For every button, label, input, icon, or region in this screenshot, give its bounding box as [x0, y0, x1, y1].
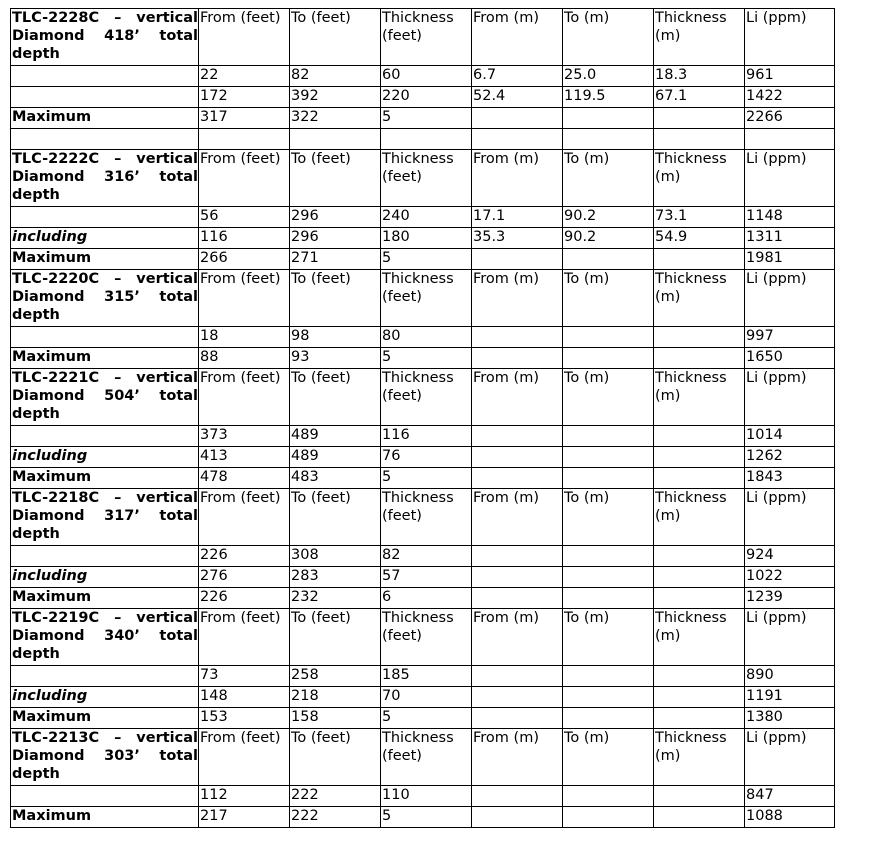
- column-header: Li (ppm): [745, 609, 835, 666]
- table-cell: 1088: [745, 807, 835, 828]
- table-cell: 5: [381, 108, 472, 129]
- table-cell: 93: [290, 348, 381, 369]
- table-cell: 1022: [745, 567, 835, 588]
- table-cell: [654, 249, 745, 270]
- table-cell: 5: [381, 249, 472, 270]
- table-cell: [654, 447, 745, 468]
- table-cell: [563, 426, 654, 447]
- table-cell: [472, 468, 563, 489]
- table-cell: 6: [381, 588, 472, 609]
- column-header: From (feet): [199, 729, 290, 786]
- table-cell: 5: [381, 708, 472, 729]
- column-header: Li (ppm): [745, 270, 835, 327]
- interval-label: including: [11, 447, 199, 468]
- table-cell: [563, 807, 654, 828]
- column-header: Thickness (feet): [381, 9, 472, 66]
- column-header: To (feet): [290, 270, 381, 327]
- table-cell: [472, 249, 563, 270]
- table-cell: 1981: [745, 249, 835, 270]
- column-header: To (feet): [290, 609, 381, 666]
- table-cell: [654, 426, 745, 447]
- table-cell: [654, 108, 745, 129]
- table-cell: 478: [199, 468, 290, 489]
- hole-title: TLC-2219C – vertical Diamond 340’ total depth: [11, 609, 199, 666]
- table-cell: 6.7: [472, 66, 563, 87]
- interval-label: including: [11, 687, 199, 708]
- column-header: To (m): [563, 729, 654, 786]
- table-cell: 54.9: [654, 228, 745, 249]
- table-cell: 76: [381, 447, 472, 468]
- column-header: To (feet): [290, 729, 381, 786]
- column-header: To (m): [563, 369, 654, 426]
- table-cell: 226: [199, 588, 290, 609]
- table-cell: 1239: [745, 588, 835, 609]
- table-cell: 5: [381, 348, 472, 369]
- column-header: To (feet): [290, 369, 381, 426]
- table-cell: 73: [199, 666, 290, 687]
- interval-row: [11, 687, 835, 708]
- table-cell: 258: [290, 666, 381, 687]
- table-cell: [381, 129, 472, 150]
- interval-row: [11, 588, 835, 609]
- table-cell: [563, 786, 654, 807]
- table-cell: 82: [290, 66, 381, 87]
- table-cell: 116: [381, 426, 472, 447]
- interval-row: [11, 207, 835, 228]
- table-cell: 98: [290, 327, 381, 348]
- column-header: Thickness (feet): [381, 609, 472, 666]
- column-header: Thickness (feet): [381, 369, 472, 426]
- table-cell: [472, 687, 563, 708]
- table-cell: 88: [199, 348, 290, 369]
- table-cell: 218: [290, 687, 381, 708]
- interval-row: [11, 129, 835, 150]
- hole-header-row: [11, 609, 835, 666]
- column-header: Thickness (m): [654, 489, 745, 546]
- column-header: To (m): [563, 9, 654, 66]
- table-cell: 392: [290, 87, 381, 108]
- hole-header-row: [11, 369, 835, 426]
- column-header: From (feet): [199, 270, 290, 327]
- interval-row: [11, 786, 835, 807]
- table-cell: 1262: [745, 447, 835, 468]
- table-cell: 1422: [745, 87, 835, 108]
- table-cell: 217: [199, 807, 290, 828]
- interval-label: including: [11, 567, 199, 588]
- column-header: Thickness (m): [654, 729, 745, 786]
- table-cell: 158: [290, 708, 381, 729]
- table-cell: [654, 567, 745, 588]
- table-cell: 172: [199, 87, 290, 108]
- column-header: From (feet): [199, 369, 290, 426]
- table-cell: [563, 108, 654, 129]
- table-cell: [563, 666, 654, 687]
- interval-label: [11, 426, 199, 447]
- table-cell: 18.3: [654, 66, 745, 87]
- table-cell: 924: [745, 546, 835, 567]
- table-cell: 2266: [745, 108, 835, 129]
- hole-header-row: [11, 9, 835, 66]
- table-cell: 57: [381, 567, 472, 588]
- column-header: From (m): [472, 369, 563, 426]
- hole-title: TLC-2213C – vertical Diamond 303’ total depth: [11, 729, 199, 786]
- interval-label: [11, 87, 199, 108]
- table-cell: 890: [745, 666, 835, 687]
- table-cell: 148: [199, 687, 290, 708]
- table-cell: [654, 546, 745, 567]
- table-cell: 240: [381, 207, 472, 228]
- interval-row: [11, 468, 835, 489]
- table-cell: 271: [290, 249, 381, 270]
- table-cell: 296: [290, 207, 381, 228]
- interval-label: [11, 207, 199, 228]
- column-header: Li (ppm): [745, 369, 835, 426]
- table-cell: [472, 567, 563, 588]
- table-cell: [472, 348, 563, 369]
- interval-row: [11, 447, 835, 468]
- table-cell: [563, 567, 654, 588]
- hole-header-row: [11, 270, 835, 327]
- table-cell: 119.5: [563, 87, 654, 108]
- interval-label: [11, 786, 199, 807]
- table-cell: [563, 447, 654, 468]
- table-cell: [563, 708, 654, 729]
- interval-label: Maximum: [11, 588, 199, 609]
- drill-results-body: [11, 9, 835, 828]
- table-cell: 82: [381, 546, 472, 567]
- table-cell: 1650: [745, 348, 835, 369]
- table-cell: 22: [199, 66, 290, 87]
- table-cell: 52.4: [472, 87, 563, 108]
- table-cell: 283: [290, 567, 381, 588]
- interval-label: [11, 327, 199, 348]
- interval-row: [11, 546, 835, 567]
- column-header: To (feet): [290, 489, 381, 546]
- table-cell: 18: [199, 327, 290, 348]
- table-cell: 276: [199, 567, 290, 588]
- table-cell: [654, 468, 745, 489]
- table-cell: 222: [290, 807, 381, 828]
- table-cell: [472, 807, 563, 828]
- table-cell: [563, 129, 654, 150]
- table-cell: [563, 468, 654, 489]
- table-cell: 373: [199, 426, 290, 447]
- table-cell: 90.2: [563, 207, 654, 228]
- table-cell: 222: [290, 786, 381, 807]
- table-cell: 847: [745, 786, 835, 807]
- interval-row: [11, 426, 835, 447]
- interval-row: [11, 807, 835, 828]
- interval-row: [11, 228, 835, 249]
- table-cell: 317: [199, 108, 290, 129]
- hole-header-row: [11, 489, 835, 546]
- interval-row: [11, 348, 835, 369]
- table-cell: [472, 708, 563, 729]
- column-header: From (feet): [199, 9, 290, 66]
- table-cell: 56: [199, 207, 290, 228]
- column-header: Thickness (m): [654, 9, 745, 66]
- table-cell: [472, 426, 563, 447]
- table-cell: 67.1: [654, 87, 745, 108]
- table-cell: 220: [381, 87, 472, 108]
- table-cell: [654, 129, 745, 150]
- table-cell: [654, 687, 745, 708]
- column-header: From (m): [472, 489, 563, 546]
- column-header: Li (ppm): [745, 729, 835, 786]
- column-header: Thickness (m): [654, 270, 745, 327]
- table-cell: 1843: [745, 468, 835, 489]
- column-header: To (m): [563, 609, 654, 666]
- interval-label: Maximum: [11, 108, 199, 129]
- column-header: Li (ppm): [745, 150, 835, 207]
- table-cell: 185: [381, 666, 472, 687]
- hole-title: TLC-2220C – vertical Diamond 315’ total depth: [11, 270, 199, 327]
- table-cell: 17.1: [472, 207, 563, 228]
- table-cell: 110: [381, 786, 472, 807]
- table-cell: [745, 129, 835, 150]
- table-cell: [472, 108, 563, 129]
- column-header: To (feet): [290, 9, 381, 66]
- table-cell: 5: [381, 807, 472, 828]
- interval-label: Maximum: [11, 807, 199, 828]
- interval-row: [11, 666, 835, 687]
- table-cell: 112: [199, 786, 290, 807]
- table-cell: [654, 666, 745, 687]
- column-header: From (m): [472, 9, 563, 66]
- table-cell: 180: [381, 228, 472, 249]
- table-cell: 489: [290, 447, 381, 468]
- column-header: Thickness (feet): [381, 150, 472, 207]
- column-header: From (m): [472, 609, 563, 666]
- table-cell: [290, 129, 381, 150]
- table-cell: 322: [290, 108, 381, 129]
- table-cell: [654, 807, 745, 828]
- table-cell: 1191: [745, 687, 835, 708]
- table-cell: [563, 546, 654, 567]
- table-cell: [199, 129, 290, 150]
- column-header: Thickness (feet): [381, 729, 472, 786]
- table-cell: 961: [745, 66, 835, 87]
- table-cell: [472, 588, 563, 609]
- interval-row: [11, 108, 835, 129]
- table-cell: [472, 666, 563, 687]
- table-cell: 153: [199, 708, 290, 729]
- hole-title: TLC-2222C – vertical Diamond 316’ total depth: [11, 150, 199, 207]
- table-cell: 483: [290, 468, 381, 489]
- interval-label: Maximum: [11, 708, 199, 729]
- interval-row: [11, 66, 835, 87]
- table-cell: [472, 546, 563, 567]
- table-cell: 413: [199, 447, 290, 468]
- interval-label: [11, 666, 199, 687]
- column-header: To (m): [563, 150, 654, 207]
- hole-header-row: [11, 150, 835, 207]
- column-header: From (feet): [199, 609, 290, 666]
- table-cell: 296: [290, 228, 381, 249]
- drill-results-table: [10, 8, 835, 828]
- table-cell: [472, 327, 563, 348]
- table-cell: 226: [199, 546, 290, 567]
- table-cell: 35.3: [472, 228, 563, 249]
- table-cell: [563, 687, 654, 708]
- table-cell: [654, 588, 745, 609]
- interval-row: [11, 327, 835, 348]
- hole-title: TLC-2221C – vertical Diamond 504’ total depth: [11, 369, 199, 426]
- column-header: From (m): [472, 729, 563, 786]
- column-header: Li (ppm): [745, 9, 835, 66]
- table-cell: [563, 348, 654, 369]
- table-cell: [472, 447, 563, 468]
- column-header: To (m): [563, 489, 654, 546]
- table-cell: [563, 327, 654, 348]
- interval-label: Maximum: [11, 348, 199, 369]
- table-cell: [563, 249, 654, 270]
- hole-header-row: [11, 729, 835, 786]
- table-cell: 5: [381, 468, 472, 489]
- table-cell: 1380: [745, 708, 835, 729]
- table-cell: 90.2: [563, 228, 654, 249]
- column-header: From (feet): [199, 150, 290, 207]
- table-cell: [563, 588, 654, 609]
- column-header: Thickness (feet): [381, 270, 472, 327]
- column-header: To (feet): [290, 150, 381, 207]
- column-header: To (m): [563, 270, 654, 327]
- table-cell: 1311: [745, 228, 835, 249]
- interval-label: Maximum: [11, 468, 199, 489]
- column-header: Thickness (feet): [381, 489, 472, 546]
- table-cell: 25.0: [563, 66, 654, 87]
- column-header: Thickness (m): [654, 369, 745, 426]
- table-cell: 1014: [745, 426, 835, 447]
- table-cell: 308: [290, 546, 381, 567]
- interval-row: [11, 567, 835, 588]
- interval-label: Maximum: [11, 249, 199, 270]
- hole-title: TLC-2218C – vertical Diamond 317’ total depth: [11, 489, 199, 546]
- table-cell: 997: [745, 327, 835, 348]
- table-cell: [472, 786, 563, 807]
- hole-title: TLC-2228C – vertical Diamond 418’ total depth: [11, 9, 199, 66]
- column-header: Thickness (m): [654, 150, 745, 207]
- column-header: From (m): [472, 270, 563, 327]
- interval-label: [11, 129, 199, 150]
- column-header: Thickness (m): [654, 609, 745, 666]
- column-header: From (m): [472, 150, 563, 207]
- interval-row: [11, 87, 835, 108]
- table-cell: 80: [381, 327, 472, 348]
- table-cell: [472, 129, 563, 150]
- column-header: From (feet): [199, 489, 290, 546]
- table-cell: 266: [199, 249, 290, 270]
- table-cell: [654, 708, 745, 729]
- interval-row: [11, 249, 835, 270]
- table-cell: 70: [381, 687, 472, 708]
- table-cell: [654, 786, 745, 807]
- table-cell: 60: [381, 66, 472, 87]
- column-header: Li (ppm): [745, 489, 835, 546]
- interval-row: [11, 708, 835, 729]
- interval-label: [11, 546, 199, 567]
- interval-label: including: [11, 228, 199, 249]
- table-cell: 1148: [745, 207, 835, 228]
- table-cell: [654, 348, 745, 369]
- interval-label: [11, 66, 199, 87]
- table-cell: [654, 327, 745, 348]
- table-cell: 232: [290, 588, 381, 609]
- table-cell: 73.1: [654, 207, 745, 228]
- table-cell: 489: [290, 426, 381, 447]
- table-cell: 116: [199, 228, 290, 249]
